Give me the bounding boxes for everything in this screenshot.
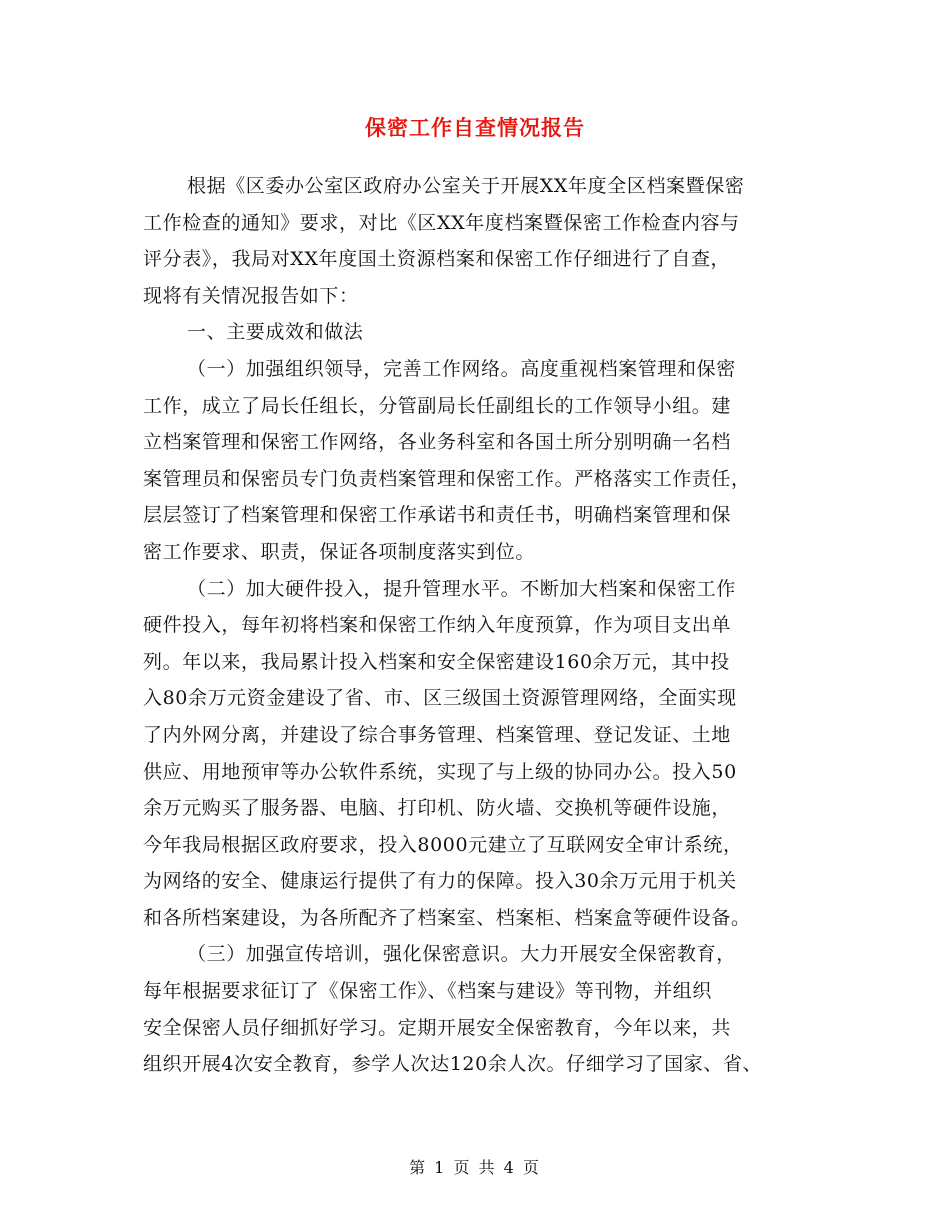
paragraph-line: 和各所档案建设，为各所配齐了档案室、档案柜、档案盒等硬件设备。 [143,906,751,929]
document-body [143,168,813,1083]
paragraph-line: 列。年以来，我局累计投入档案和安全保密建设160余万元，其中投 [143,650,730,673]
paragraph-line: 工作检查的通知》要求，对比《区XX年度档案暨保密工作检查内容与 [143,211,740,234]
paragraph-line: （一）加强组织领导，完善工作网络。高度重视档案管理和保密 [187,357,736,380]
paragraph-line: 供应、用地预审等办公软件系统，实现了与上级的协同办公。投入50 [143,760,737,783]
page-footer: 第 1 页 共 4 页 [409,1158,541,1177]
paragraph-line: 评分表》，我局对XX年度国土资源档案和保密工作仔细进行了自查， [143,248,731,271]
paragraph-line: （二）加大硬件投入，提升管理水平。不断加大档案和保密工作 [187,577,736,600]
paragraph-line: 今年我局根据区政府要求，投入8000元建立了互联网安全审计系统， [143,833,743,856]
paragraph-line: 每年根据要求征订了《保密工作》、《档案与建设》等刊物，并组织 [143,980,713,1003]
paragraph-line: 组织开展4次安全教育，参学人次达120余人次。仔细学习了国家、省、 [143,1053,763,1076]
paragraph-line: 密工作要求、职责，保证各项制度落实到位。 [143,540,536,563]
paragraph-line: 立档案管理和保密工作网络，各业务科室和各国土所分别明确一名档 [143,431,732,454]
paragraph-line: 安全保密人员仔细抓好学习。定期开展安全保密教育，今年以来，共 [143,1016,732,1039]
paragraph-line: 入80余万元资金建设了省、市、区三级国土资源管理网络，全面实现 [143,687,737,710]
document-title: 保密工作自查情况报告 [365,115,585,140]
section-heading: 一、主要成效和做法 [187,321,364,344]
paragraph-line: 案管理员和保密员专门负责档案管理和保密工作。严格落实工作责任， [143,467,751,490]
paragraph-line: （三）加强宣传培训，强化保密意识。大力开展安全保密教育， [187,943,736,966]
paragraph-line: 层层签订了档案管理和保密工作承诺书和责任书，明确档案管理和保 [143,504,732,527]
paragraph-line: 现将有关情况报告如下： [143,284,359,307]
paragraph-line: 硬件投入，每年初将档案和保密工作纳入年度预算，作为项目支出单 [143,614,732,637]
paragraph-line: 为网络的安全、健康运行提供了有力的保障。投入30余万元用于机关 [143,870,737,893]
paragraph-line: 根据《区委办公室区政府办公室关于开展XX年度全区档案暨保密 [187,175,745,197]
paragraph-line: 余万元购买了服务器、电脑、打印机、防火墙、交换机等硬件设施， [143,797,732,820]
paragraph-line: 了内外网分离，并建设了综合事务管理、档案管理、登记发证、土地 [143,723,732,746]
paragraph-line: 工作，成立了局长任组长，分管副局长任副组长的工作领导小组。建 [143,394,732,417]
